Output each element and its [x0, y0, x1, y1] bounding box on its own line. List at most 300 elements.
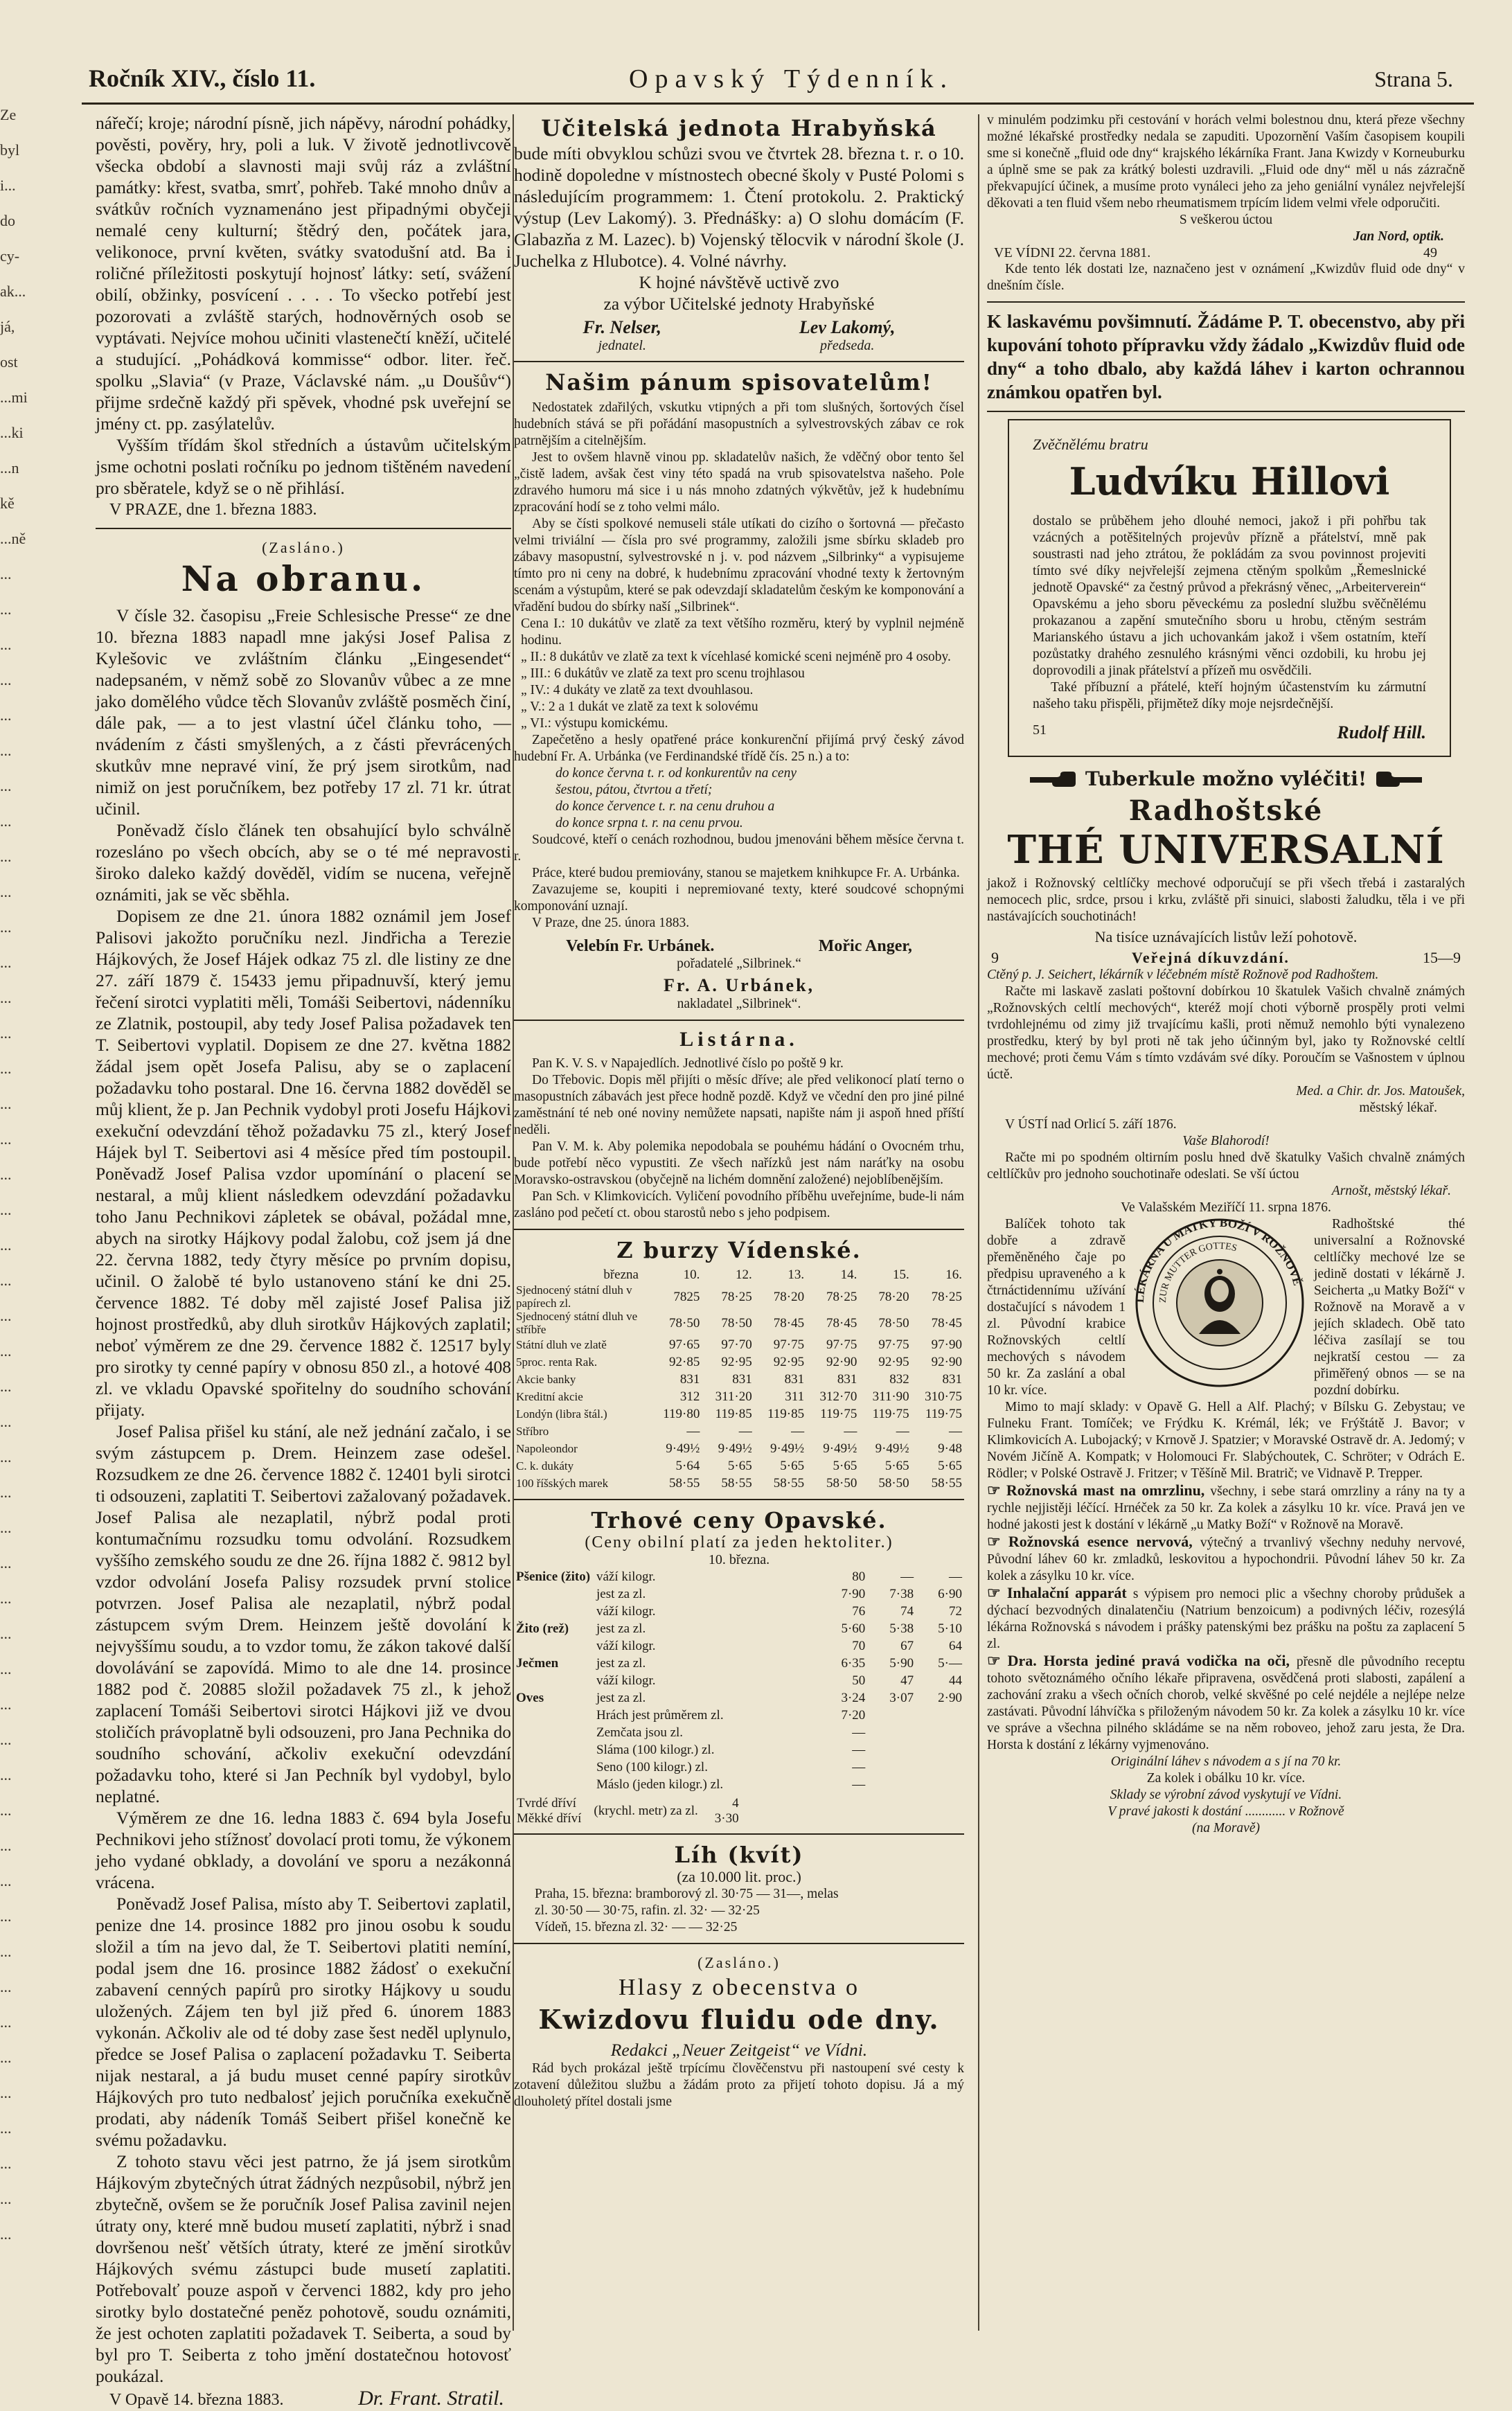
letter-number: 49: [1423, 245, 1437, 260]
exchange-header-cell: března: [603, 1267, 639, 1282]
market-value: —: [852, 1760, 866, 1774]
exchange-value: 92·95: [773, 1355, 805, 1369]
edge-fragment: ...: [0, 636, 12, 653]
article-paragraph: Josef Palisa přišel ku stání, ale než jednání začalo, i se svým zástupcem p. Drem. Heinzem zase odešel. Rozsudkem ze dne 26. července 1882 č. 12401 byli sirotci ti odsouzeni, zaplatiti T. Seibertovi zažalovaný požadavek. Josef Palisa ale nezaplatil, nýbrž podal proti kontumačnímu rozsudku tomu odvolání. Rozsudkem vyššího zemského soudu ze dne 26. října 1882 č. 9812 byl vzdor odvolání Josefa Palisy rozsudek první stolice potvrzen. Josef Palisa ale nezaplatil, nýbrž podal zástupcem svým Drem. Heinzem ještě dovolání k nejvyššímu soudu, a to vzdor tomu, že zákon takové další dovolávání se zapovídá. Mimo to ale dne 14. prosince 1882 pod č. 20885 složil požadavek 75 zl., k jehož zaplacení Tomáši Seibertovi sirotci Hájkovi již ve dvou stoličích právoplatně byli odsouzeni, pro Jana Pechnika do soudního schování, ačkoliv exekuční odevzdání požadavku toho, které si Jan Pechník byl vydobyl, bylo neplatné.: [96, 1421, 511, 1806]
market-grade: Hrách jest průměrem zl.: [596, 1708, 724, 1723]
edge-fragment: i...: [0, 177, 16, 194]
exchange-value: 831: [784, 1372, 805, 1387]
thanks-title: Veřejná díkuvzdání.: [1132, 949, 1290, 966]
depots-list: Mimo to mají sklady: v Opavě G. Hell a Alf. Plachý; v Bílsku G. Zebystau; ve Fulneku Frant. Tomíček; ve Frýdku K. Krémál, lék; ve Frýštátě J. Bavor; v Klimkovicích A. Lubojacký; v Krnově J. Spatzier; v Moravské Ostravě dr. A. Jedomý; v Novém Jičíně A. Kompatk; v Holomouci Fr. Slabýchoutek, C. Schröter; v Odrách E. Rödler; v Polské Ostravě J. Fritzer; v Těšíně Mil. Bratrič; ve Vidnavě P. Trepper.: [987, 1400, 1465, 1481]
edge-fragment: byl: [0, 141, 20, 159]
exchange-header-cell: 10.: [683, 1267, 700, 1282]
market-value: 6·90: [938, 1587, 962, 1601]
voices-editor: Redakci „Neuer Zeitgeist“ ve Vídni.: [610, 2040, 868, 2060]
exchange-value: 97·75: [878, 1337, 909, 1352]
radhost-title: Radhoštské: [1128, 794, 1324, 827]
market-row: [514, 1724, 964, 1741]
edge-fragment: ...: [0, 706, 12, 724]
wood-value: 3·30: [714, 1811, 739, 1826]
exchange-value: 9·49½: [666, 1441, 700, 1456]
article-paragraph: Výměrem ze dne 16. ledna 1883 č. 694 byla Josefu Pechnikovi jeho stížnosť dovolací proti tomu, že výkonem jeho vydané obklady, a dovolání ve sporu a nezákonná vrácena.: [96, 1808, 511, 1892]
edge-fragment: ...: [0, 1660, 12, 1678]
page-header: [82, 61, 1474, 105]
edge-fragment: ...: [0, 1766, 12, 1783]
small-ad-headline: ☞ Dra. Horsta jediné pravá vodička na oči,: [987, 1652, 1297, 1669]
edge-fragment: ...: [0, 1342, 12, 1360]
obituary-number: 51: [1033, 722, 1047, 738]
exchange-value: 58·55: [721, 1476, 752, 1491]
letter-text: v minulém podzimku při cestování v horách velmi bolestnou dnu, která přeze všechny možné lékařské prostředky nedala se zapuditi. Upozornění Vaším časopisem koupili sme si konečně „fluid ode dny“ krajského lékárníka Frant. Jana Kwizdy v Korneuburku a úplně sme se pak za krátký bolesti uzdravili. „Fluid ode dny“ měl u nás zázračně překvapující účinek, a musíme proto vynáleci jeho za jeho geniální vynález nejvřelejší děkovati a ten fluid všem nebo rheumatismem trpícím lidem velmi vřele odporučiti.: [987, 113, 1465, 211]
exchange-value: 9·49½: [875, 1441, 909, 1456]
edge-fragment: ...: [0, 812, 12, 830]
edge-fragment: ...: [0, 1837, 12, 1854]
deadline-item: do konce července t. r. na cenu druhou a: [555, 799, 775, 814]
market-grain: Ječmen: [516, 1656, 559, 1671]
wood-soft: Měkké dříví: [517, 1811, 582, 1826]
edge-fragment: ...: [0, 2084, 12, 2101]
tuberculosis-headline: Tuberkule možno vyléčiti!: [1085, 767, 1367, 790]
edge-fragment: ...ně: [0, 530, 26, 547]
exchange-label: Kreditní akcie: [516, 1390, 583, 1403]
market-grade: jest za zl.: [596, 1587, 646, 1601]
divider: [514, 1499, 964, 1500]
market-row: [514, 1776, 964, 1793]
article-paragraph: Dopisem ze dne 21. února 1882 oznámil jem Josef Palisovi jakožto poručníku nezl. Jindřicha a Terezie Hájkových, že Josef Hájek odkaz 75 zl. dle listiny ze dne 27. září 1879 č. 15433 jemu připadnuvší, který jemu řečení sirotci vyplatiti měli, Tomáši Seibertovi, nádenníku ze Zlatnik, postoupil, aby tedy Josef Palisa požadavek ten T. Seibertovi vyplatil. Dopisem ze dne 27. května 1882 žádal jsem opět Josefa Palisu, aby se o zaplacení požadavku toho postaral. Dne 16. června 1882 dověděl se můj klient, že p. Jan Pechnik vydobyl proti Josefu Hájkovi exekuční odevzdání těhož požadavku 75 zl., který Josef Hájek byl T. Seibertovi asi 4 měsíce před tím postoupil. Poněvadž Josef Palisa vzdor upomínání o placení se nestaral, a můj klient následkem odevzdání požadavku toho Janu Pechnikovi zápletek se obával, požádal mne, abych na sirotky Hájkovy podal žalobu, což jsem já dne 22. června 1882, tedy čtyry měsíce po prvním dopisu, učinil. O žalobě té bylo ustanoveno stání ke dni 25. července 1882. Té doby měl zajisté Josef Palisa již hojnost prostředků, aby dluh sirotkův Hájkových zaplatil; neboť výměrem ze dne 29. července 1882 č. 12517 byly pro sirotky ty cenné papíry v obnosu 850 zl., a hotové 408 zl. ve vkladu Opavské spořitelny do soudního schování přijaty.: [96, 906, 511, 1420]
market-grade: váží kilogr.: [596, 1569, 656, 1584]
exchange-value: 119·75: [872, 1407, 909, 1421]
exchange-value: 831: [679, 1372, 700, 1387]
radhost-intro: jakož i Rožnovský celtlíčky mechové odporučují se při všech třebá i zastaralých nemocech plic, srdce, prsou i krku, zvláště při sinuici, slabosti žaludku, těla i ve při nastávajících souchotinách!: [987, 876, 1465, 924]
obituary-name: Ludvíku Hillovi: [1069, 459, 1390, 504]
ad-final-line: (na Moravě): [1191, 1821, 1260, 1835]
exchange-value: 78·45: [826, 1315, 857, 1331]
market-value: 5·—: [938, 1656, 962, 1671]
small-ad-headline: ☞ Rožnovská mast na omrzlinu,: [987, 1482, 1211, 1499]
edge-fragment: ...: [0, 1554, 12, 1572]
exchange-label: Londýn (libra štál.): [516, 1407, 607, 1421]
article-paragraph: Poněvadž Josef Palisa, místo aby T. Seibertovi zaplatil, penize dne 14. prosince 1882 pro jinou osobu k soudu složil a tím na jevo dal, že T. Seibertovi platiti nemíní, podal jsem dne 16. prosince 1882 žádosť o exekuční zabavení cenných papírů pro sirotky Hájkovy u soudu uložených. Zájem ten byl již před 6. únorem 1883 vykonán. Ačkoliv ale od té doby zase šest neděl uplynulo, předce se Josef Palisa o zaplacení požadavku T. Seiberta nijak nestaral, a já budu muset cenné papíry sirotkův Hájkových pro tuto nedbalosť jejich poručníka exekučně prodati, aby nádeník Tomáš Seibert přišel konečně ke svému požadavku.: [96, 1894, 511, 2150]
letter-note: Kde tento lék dostati lze, naznačeno jest v oznámení „Kwizdův fluid ode dny“ v dnešním čísle.: [987, 262, 1465, 293]
market-value: 70: [852, 1639, 866, 1653]
edge-fragment: ...: [0, 1130, 12, 1148]
article-title-na-obranu: Na obranu.: [181, 558, 426, 599]
exchange-value: 831: [942, 1372, 962, 1387]
edge-fragment: ...: [0, 671, 12, 688]
divider: [987, 411, 1465, 412]
column-3: [987, 112, 1465, 2342]
market-value: [916, 1707, 964, 1724]
spirit-line: Praha, 15. března: bramborový zl. 30·75 — 31—, melas: [535, 1887, 839, 1901]
pointing-hand-icon: [1375, 769, 1423, 790]
edge-fragment: ...: [0, 1907, 12, 1925]
composers-signature: Velebín Fr. Urbánek.: [566, 937, 715, 955]
market-value: 7·90: [841, 1587, 866, 1601]
exchange-value: 78·45: [773, 1315, 805, 1331]
market-row: [514, 1637, 964, 1655]
composers-date: V Praze, dne 25. února 1883.: [532, 916, 690, 930]
market-row: [514, 1707, 964, 1724]
exchange-value: 311·20: [715, 1389, 752, 1404]
exchange-header-cell: 15.: [892, 1267, 909, 1282]
deadline-item: do konce června t. r. od konkurentův na ceny: [555, 766, 797, 781]
exchange-value: 78·25: [931, 1289, 962, 1304]
exchange-row: [514, 1475, 964, 1492]
prize-item: „ IV.: 4 dukáty ve zlatě za text dvouhlasou.: [521, 683, 754, 697]
divider: [514, 1229, 964, 1230]
market-value: [867, 1759, 916, 1776]
market-grade: Zemčata jsou zl.: [596, 1725, 684, 1740]
composers-publisher-role: nakladatel „Silbrinek“.: [677, 997, 801, 1011]
exchange-value: 58·55: [669, 1476, 700, 1491]
column-2: [514, 112, 964, 2342]
market-value: [867, 1707, 916, 1724]
market-row: [514, 1655, 964, 1672]
article-paragraph: Vyšším třídám škol středních a ústavům učitelským jsme ochotni poslati ročníku po jednom tištěném navedení pro sběratele, když se o ně přihlásí.: [96, 435, 511, 498]
market-row: [514, 1741, 964, 1759]
market-value: [867, 1724, 916, 1741]
edge-fragment: ...: [0, 1696, 12, 1713]
edge-fragment: ...: [0, 1095, 12, 1112]
product-availability-text: Radhoštské thé universalní a Rožnovské celtlíčky mechové lze se jedině dostati v lékárně J. Seicherta „u Matky Boží“ v Rožnově na Moravě a v jejích skladech. Obě tato léčiva zasílají se tou nejkratší cestou — za přiměřený obnos — se na pozdní dobírku.: [1314, 1217, 1465, 1398]
union-from: za výbor Učitelské jednoty Hrabyňské: [603, 294, 875, 314]
letter-closing: S veškerou úctou: [1179, 213, 1273, 227]
market-value: 3·07: [889, 1691, 914, 1705]
market-value: [867, 1776, 916, 1793]
exchange-value: 78·50: [721, 1315, 752, 1331]
market-value: 64: [949, 1639, 962, 1653]
exchange-row: [514, 1405, 964, 1423]
market-grain: [514, 1759, 594, 1776]
edge-fragment: ...: [0, 2049, 12, 2066]
edge-fragment: ...mi: [0, 389, 28, 406]
market-row: [514, 1585, 964, 1603]
edge-fragment: ...: [0, 1060, 12, 1077]
exchange-value: —: [686, 1424, 700, 1439]
exchange-value: —: [896, 1424, 909, 1439]
deadline-item: šestou, pátou, čtvrtou a třetí;: [555, 783, 713, 797]
market-grade: Seno (100 kilogr.) zl.: [596, 1760, 708, 1774]
composers-paragraph: Nedostatek zdařilých, vskutku vtipných a při tom slušných, šortových čísel hudebních stává se při pořádání masopustních a sylvestrovských zábav ce rok patrnějším a citelnějším.: [514, 400, 964, 448]
small-ad-text: s výpisem pro nemoci plic a všechny choroby průdušek a dýchací bezvodných dinalatenčiu (Natrium benzoicum) a podivných léčiv, rozesýlá lékárna Rožnovská s návodem i prášky patenskými bez prášku na poštu za zaplacení 5 zl.: [987, 1587, 1465, 1651]
zaslano-label: (Zasláno.): [262, 539, 345, 556]
voices-text: Rád bych prokázal ještě trpícímu člověčenstvu při nastoupení své cesty k zotavení důležitou službu a žádám proto za přijetí tohoto dopisu. Já a mý dlouholetý přítel dostali jsme: [514, 2061, 964, 2109]
exchange-label: Stříbro: [516, 1425, 549, 1438]
divider: [514, 361, 964, 362]
edge-fragment: ...: [0, 1448, 12, 1466]
composers-paragraph: Jest to ovšem hlavně vinou pp. skladatelův našich, že vděčný obor tento šel „čistě ladem, avšak čest viny této spadá na vrub spisovatelstva našeho. Pole zdravého humoru má sice i u nás mnoho zdatných výkvětův, jež k hudebnímu zpracování hodí se z toho velmi málo.: [514, 450, 964, 515]
listarna-item: Pan V. M. k. Aby polemika nepodobala se pouhému hádání o Ovocném trhu, bude potřebí něco vypustiti. Ze všech nařízků jest nám naráťky na osobu Moravsko-ostravskou (obyčejně na lichém domnění založené) nejoblíbenějším.: [514, 1139, 964, 1187]
exchange-value: 5·65: [938, 1459, 962, 1473]
small-ad-headline: ☞ Inhalační apparát: [987, 1584, 1133, 1601]
edge-fragment: ...: [0, 1484, 12, 1501]
market-value: [867, 1741, 916, 1759]
exchange-value: 58·55: [773, 1476, 805, 1491]
column-1: [96, 112, 511, 2410]
exchange-value: 119·80: [663, 1407, 700, 1421]
exchange-label: Sjednocený státní dluh ve stříbře: [516, 1310, 638, 1336]
union-invite: K hojné návštěvě uctivě zvo: [639, 272, 839, 292]
exchange-value: —: [949, 1424, 962, 1439]
radhost-tea-title: THÉ UNIVERSALNÍ: [1007, 827, 1445, 873]
edge-fragment: ...: [0, 1978, 12, 1995]
market-value: [916, 1759, 964, 1776]
market-grain: Oves: [516, 1691, 544, 1705]
market-value: —: [949, 1569, 962, 1584]
deadline-item: do konce srpna t. r. na cenu prvou.: [555, 816, 743, 830]
exchange-label: Sjednocený státní dluh v papírech zl.: [516, 1283, 632, 1310]
exchange-title: Z burzy Vídenské.: [616, 1237, 862, 1263]
thanks-role: městský lékař.: [1359, 1101, 1437, 1115]
exchange-value: 9·48: [938, 1441, 962, 1456]
edge-fragment: ...: [0, 1943, 12, 1960]
composers-title: Našim pánum spisovatelům!: [545, 369, 933, 395]
article-continuation: nářečí; kroje; národní písně, jich nápěvy, národní pohádky, pověsti, pověry, hry, poli a luk. V životě jednotlivcově všecka období a slavnosti maji svůj ráz a zvláštní památky: křest, svatba, smrť, pohřeb. Také mnoho dnův a svátkův ročních vyznamenáno jest připadnými obyčeji nemalé ceny kulturní; štědrý den, počátek jara, velikonoce, první květen, svátky svatodušní atd. Ba i roličné příležitosti poskytují hojnosť látky: setí, svážení obilí, obžinky, posvícení . . . . To všecko potřebí jest pozorovati a zvláště starých, hodnověrných osob se vyptávati. Nejvíce mohou učiniti vlastenečtí kněží, učitelé a studující. „Pohádková kommisse“ odbor. liter. řeč. spolku „Slavia“ (v Praze, Václavské nám. „u Doušův“) přijme srdečně každý při spěvek, vhodné psk uveřejní se jmény ct. pp. zasýlatelův.: [96, 113, 511, 434]
exchange-value: 58·55: [931, 1476, 962, 1491]
edge-fragment: ...: [0, 1519, 12, 1536]
exchange-value: 5·65: [727, 1459, 752, 1473]
union-title: Učitelská jednota Hrabyňská: [541, 115, 937, 141]
market-grade: Sláma (100 kilogr.) zl.: [596, 1743, 715, 1757]
newspaper-title: Opavský Týdenník.: [629, 64, 954, 94]
market-value: 5·38: [889, 1621, 914, 1636]
exchange-value: 58·50: [826, 1476, 857, 1491]
market-value: 76: [852, 1604, 866, 1619]
edge-fragment: ...: [0, 777, 12, 794]
spirit-line: Vídeň, 15. března zl. 32· — — 32·25: [535, 1920, 738, 1934]
spirit-subtitle: (za 10.000 lit. proc.): [677, 1868, 801, 1885]
market-value: [916, 1776, 964, 1793]
market-value: [916, 1741, 964, 1759]
exchange-value: 7825: [673, 1289, 700, 1304]
small-ad: [987, 1653, 1465, 1754]
edge-fragment: ...: [0, 989, 12, 1006]
exchange-value: 92·95: [878, 1355, 909, 1369]
prize-item: Cena I.: 10 dukátův ve zlatě za text většího rozměru, který by vyplnil nejméně hodinu.: [521, 616, 964, 648]
listarna-title: Listárna.: [679, 1028, 799, 1051]
composers-paragraph: Práce, které budou premiovány, stanou se majetkem knihkupce Fr. A. Urbánka.: [532, 866, 960, 880]
exchange-value: 311: [785, 1389, 805, 1404]
exchange-value: 92·85: [669, 1355, 700, 1369]
market-value: —: [852, 1725, 866, 1740]
obituary-box: [1008, 419, 1451, 757]
exchange-row: [514, 1440, 964, 1457]
column-divider: [978, 114, 979, 2331]
warning-notice: K laskavému povšimnutí. Žádáme P. T. obecenstvo, aby při kupování tohoto přípravku vždy žádalo „Kwizdův fluid ode dny“ a toho dbalo, aby každá láhev i karton ochrannou známkou opatřen byl.: [987, 311, 1465, 402]
edge-fragment: ...: [0, 918, 12, 936]
listarna-item: Pan K. V. S. v Napajedlích. Jednotlivé číslo po poště 9 kr.: [532, 1056, 844, 1071]
exchange-label: Státní dluh ve zlatě: [516, 1338, 607, 1351]
divider: [514, 1020, 964, 1021]
market-value: 2·90: [938, 1691, 962, 1705]
wood-hard: Tvrdé dříví: [517, 1796, 577, 1811]
exchange-table: [514, 1266, 964, 1492]
edge-fragment: ...: [0, 1272, 12, 1289]
letter-signature: Jan Nord, optik.: [1353, 229, 1444, 244]
edge-fragment: cy-: [0, 247, 20, 265]
market-value: 72: [949, 1604, 962, 1619]
listarna-item: Pan Sch. v Klimkovicích. Vyličení povodního příběhu uveřejníme, bude-li nám zasláno pod pečetí ct. obou starostů nebo s jeho podpisem.: [514, 1189, 964, 1220]
market-row: [514, 1603, 964, 1620]
exchange-value: 831: [837, 1372, 857, 1387]
thanks-place: V ÚSTÍ nad Orlicí 5. září 1876.: [1005, 1117, 1177, 1132]
exchange-value: —: [738, 1424, 752, 1439]
exchange-value: 78·50: [669, 1315, 700, 1331]
tuberculosis-banner: [987, 764, 1465, 794]
thanks-addressee: Ctěný p. J. Seichert, lékárník v léčebném místě Rožnově pod Radhoštem.: [987, 968, 1379, 982]
exchange-value: 92·95: [721, 1355, 752, 1369]
edge-fragment: ...: [0, 1024, 12, 1042]
ad-final-line: Za kolek i obálku 10 kr. více.: [1146, 1771, 1306, 1786]
market-grain: [514, 1603, 594, 1620]
exchange-row: [514, 1423, 964, 1440]
edge-fragment: ...: [0, 2119, 12, 2137]
divider: [987, 301, 1465, 303]
edge-fragment: kě: [0, 495, 15, 512]
edge-fragment: do: [0, 212, 15, 229]
market-value: 67: [900, 1639, 914, 1653]
wood-prices: [517, 1796, 964, 1826]
composers-paragraph: Zavazujeme se, koupiti i nepremiované texty, které soudcové schopnými komponování uznají.: [514, 882, 964, 914]
exchange-row: [514, 1457, 964, 1475]
small-ad-text: všechny, i sebe stará omrzliny a rány na ty a rychle nejjistěji léčící. Hrnéček za 50 kr. Za kolek a zásylku 10 kr. více. Pravá jen ve hodné jakosti jest k dostání v lékárně „u Matky Boží“ v Rožnově na Moravě.: [987, 1484, 1465, 1532]
exchange-header-row: [514, 1266, 964, 1283]
svg-text:LÉKÁRNA U MATKY BOŽÍ V ROŽNOVĚ: LÉKÁRNA U MATKY BOŽÍ V ROŽNOVĚ: [1132, 1216, 1304, 1304]
prize-item: „ V.: 2 a 1 dukát ve zlatě za text k solovému: [521, 700, 758, 714]
exchange-value: 119·85: [767, 1407, 805, 1421]
thanks-signature: Med. a Chir. dr. Jos. Matoušek,: [1296, 1084, 1465, 1098]
market-value: [916, 1724, 964, 1741]
market-value: 80: [852, 1569, 866, 1584]
market-row: [514, 1568, 964, 1585]
letter-number: 9: [991, 949, 999, 966]
market-value: 5·10: [938, 1621, 962, 1636]
svg-text:ZUR MUTTER GOTTES: ZUR MUTTER GOTTES: [1157, 1240, 1238, 1304]
exchange-header-cell: 12.: [735, 1267, 752, 1282]
exchange-label: 100 říšských marek: [516, 1477, 609, 1490]
edge-fragment: ...: [0, 2013, 12, 2031]
composers-paragraph: Aby se čísti spolkové nemuseli stále utíkati do cizího o šortovná — přečasto velmi triviální — čísla pro své programmy, založili jsme sbírku skladeb pro zábavy masopustní, sylvestrovské n j. v. pod názvem „Silbrinky“ a vypisujeme tímto pro ni ceny na dobré, k hudebnímu zpracování vhodné texty k žertovným scenám a výstupům, které se pak odevzdají skladatelům českým ke komponování a vřadění budou do sbírky naší „Silbrinek“.: [514, 517, 964, 614]
exchange-value: 832: [889, 1372, 909, 1387]
listarna-item: Do Třebovic. Dopis měl přijíti o měsíc dříve; ale před velikonocí platí terno o masopustních zábavách jest přece hodně pozdě. Když ve včední den pro jiné pilné zaměstnání té neb oné noviny nemůžete napsati, napište nám ji aspoň hned příští neděli.: [514, 1073, 964, 1137]
exchange-value: 78·25: [826, 1289, 857, 1304]
market-title: Trhové ceny Opavské.: [591, 1507, 887, 1533]
zaslano-label: (Zasláno.): [697, 1954, 781, 1971]
exchange-value: 97·65: [669, 1337, 700, 1352]
market-row: [514, 1620, 964, 1637]
market-grain: Žito (rež): [516, 1621, 569, 1636]
market-value: —: [900, 1569, 914, 1584]
small-ad: [987, 1533, 1465, 1585]
thanks-signature: Arnošt, městský lékař.: [1331, 1184, 1451, 1198]
market-row: [514, 1672, 964, 1689]
ad-final-line: Sklady se výrobní závod vyskytují ve Vídni.: [1110, 1788, 1342, 1802]
exchange-value: 58·50: [878, 1476, 909, 1491]
market-grain: [514, 1707, 594, 1724]
edge-fragment: ...: [0, 954, 12, 971]
market-date: 10. března.: [708, 1552, 770, 1567]
market-grain: Pšenice (žito): [516, 1569, 591, 1584]
union-text: bude míti obvyklou schůzi svou ve čtvrtek 28. března t. r. o 10. hodině dopoledne v místnostech obecné školy v Pusté Polomi s následujícím programmem: 1. Čtení protokolu. 2. Praktický výstup (Lev Lakomý). 3. Přednášky: a) O slohu domácím (F. Glabazňa z M. Lazec). b) Vojenský tělocvik v národní škole (J. Juchelka z Hlubotce). 4. Volné návrhy.: [514, 143, 964, 271]
exchange-value: 311·90: [872, 1389, 909, 1404]
union-signature-role: jednatel.: [598, 338, 646, 353]
market-value: 74: [900, 1604, 914, 1619]
edge-fragment: ...: [0, 1872, 12, 1889]
union-signature: Fr. Nelser,: [582, 317, 661, 337]
market-grain: [514, 1776, 594, 1793]
edge-fragment: ...: [0, 1201, 12, 1218]
market-value: 7·38: [889, 1587, 914, 1601]
exchange-value: 97·75: [773, 1337, 805, 1352]
market-grain: [514, 1724, 594, 1741]
edge-fragment: ...: [0, 1590, 12, 1607]
market-grain: [514, 1585, 594, 1603]
exchange-value: 78·20: [878, 1289, 909, 1304]
exchange-value: 9·49½: [823, 1441, 857, 1456]
spirit-title: Líh (kvít): [674, 1842, 804, 1868]
small-ads: [987, 1482, 1465, 1754]
exchange-header-cell: 13.: [788, 1267, 805, 1282]
exchange-header-cell: 16.: [945, 1267, 962, 1282]
pointing-hand-icon: [1029, 769, 1077, 790]
exchange-value: 78·45: [931, 1315, 962, 1331]
market-grade: jest za zl.: [596, 1621, 646, 1636]
composers-signature: Mořic Anger,: [818, 937, 912, 955]
divider: [514, 1943, 964, 1944]
market-grade: váží kilogr.: [596, 1673, 656, 1688]
edge-fragment: ...: [0, 565, 12, 582]
edge-fragment: ...: [0, 1378, 12, 1395]
exchange-label: 5proc. renta Rak.: [516, 1355, 598, 1369]
product-package-text: Balíček tohoto tak dobře a zdravě přeměněného čaje po předpisu upraveného a k čtrnáctidennímu užívání dostačující s návodem 1 zl. Původní krabice Rožnovských celtlí mechových s návodem 50 kr. Za zaslání a obal 10 kr. více.: [987, 1217, 1126, 1398]
edge-fragment: ...: [0, 2190, 12, 2207]
article-dateline: V PRAZE, dne 1. března 1883.: [109, 501, 317, 519]
exchange-value: 97·75: [826, 1337, 857, 1352]
market-row: [514, 1759, 964, 1776]
article-dateline: V Opavě 14. března 1883.: [109, 2391, 284, 2409]
market-grain: [514, 1637, 594, 1655]
market-value: 47: [900, 1673, 914, 1688]
edge-fragment: ...ki: [0, 424, 24, 441]
market-grade: jest za zl.: [596, 1691, 646, 1705]
exchange-value: 119·75: [925, 1407, 962, 1421]
prize-item: „ VI.: výstupu komickému.: [521, 716, 668, 731]
edge-fragment: ost: [0, 353, 18, 371]
market-value: 5·60: [841, 1621, 866, 1636]
exchange-value: 78·20: [773, 1289, 805, 1304]
exchange-value: 119·85: [715, 1407, 752, 1421]
composers-signature-role: pořadatelé „Silbrinek.“: [677, 957, 801, 971]
volume-issue: Ročník XIV., číslo 11.: [89, 64, 316, 92]
edge-fragment: ...: [0, 848, 12, 865]
edge-fragment: ...: [0, 2225, 12, 2243]
divider: [96, 528, 511, 529]
exchange-value: 5·64: [675, 1459, 700, 1473]
edge-fragment: ...: [0, 1801, 12, 1819]
edge-fragment: ...: [0, 1413, 12, 1430]
exchange-row: [514, 1336, 964, 1353]
exchange-row: [514, 1283, 964, 1310]
exchange-value: 310·75: [925, 1389, 962, 1404]
letter-range: 15—9: [1422, 949, 1461, 966]
exchange-label: C. k. dukáty: [516, 1459, 574, 1473]
union-signature-role: předseda.: [820, 338, 875, 353]
voices-headline: Kwizdovu fluidu ode dny.: [538, 2004, 940, 2035]
exchange-row: [514, 1371, 964, 1388]
exchange-row: [514, 1353, 964, 1371]
exchange-value: 5·65: [780, 1459, 805, 1473]
exchange-value: 9·49½: [770, 1441, 805, 1456]
thanks-addressee: Vaše Blahorodí!: [1182, 1134, 1270, 1148]
